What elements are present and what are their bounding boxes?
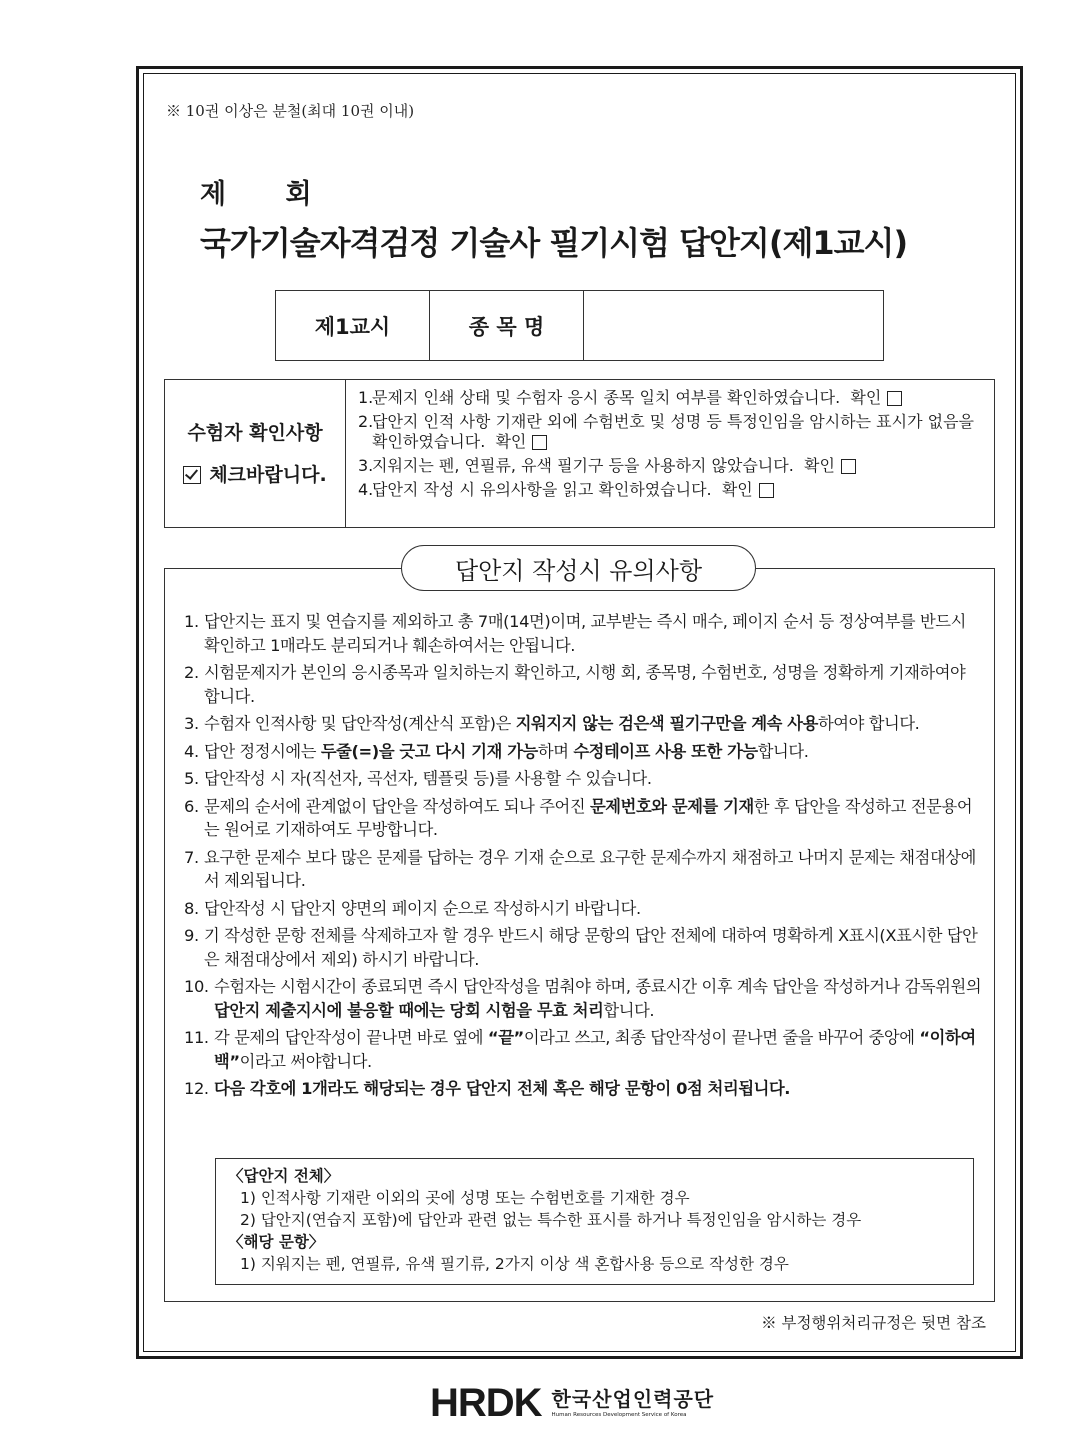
- logo-mark: HRDK: [430, 1381, 542, 1425]
- confirm-item-text: 답안지 인적 사항 기재란 외에 수험번호 및 성명 등 특정인임을 암시하는 표시가 없음을 확인하였습니다.: [372, 412, 974, 451]
- confirm-item-number: 2.: [358, 412, 374, 431]
- subject-value-cell[interactable]: [584, 291, 883, 360]
- note-number: 11.: [184, 1028, 209, 1047]
- note-emphasis: 다음 각호에 1개라도 해당되는 경우 답안지 전체 혹은 해당 문항이 0점 처리됩니다.: [214, 1079, 791, 1098]
- subject-label-cell: 종 목 명: [430, 291, 584, 360]
- confirm-label: 확인: [850, 388, 882, 407]
- bottom-note: ※ 부정행위처리규정은 뒷면 참조: [761, 1314, 986, 1332]
- note-number: 8.: [184, 898, 199, 918]
- confirm-label: 확인: [721, 480, 753, 499]
- note-item: [184, 740, 984, 764]
- note-text: 답안 정정시에는: [204, 741, 321, 761]
- note-number: 2.: [184, 663, 199, 682]
- note-item: [184, 610, 984, 657]
- note-text: 답안지는 표지 및 연습지를 제외하고 총 7매(14면)이며, 교부받는 즉시 매수, 페이지 순서 등 정상여부를 반드시 확인하고 1매라도 분리되거나 훼손하여서는 안됩니다.: [204, 612, 966, 655]
- logo-name-ko: 한국산업인력공단: [551, 1387, 715, 1411]
- note-emphasis: 지워지지 않는 검은색 필기구만을 계속 사용: [515, 714, 818, 733]
- confirm-item: [358, 480, 984, 500]
- penalty-whole-item: 2) 답안지(연습지 포함)에 답안과 관련 없는 특수한 표시를 하거나 특정인임을 암시하는 경우: [240, 1211, 862, 1229]
- period-cell: 제1교시: [276, 291, 430, 360]
- subject-table: [275, 290, 884, 361]
- confirm-check-text: 체크바랍니다.: [209, 463, 327, 486]
- note-item: [184, 712, 984, 736]
- note-number: 7.: [184, 847, 199, 867]
- confirm-box: [164, 379, 995, 528]
- confirm-checkbox[interactable]: [532, 435, 547, 450]
- notes-list: [184, 610, 984, 1105]
- confirm-checkbox[interactable]: [759, 483, 774, 498]
- confirm-item-number: 4.: [358, 480, 374, 499]
- note-number: 12.: [184, 1079, 209, 1098]
- note-emphasis: “끝”: [487, 1028, 524, 1047]
- confirm-item: [358, 388, 984, 408]
- hrdk-logo: [430, 1383, 714, 1423]
- note-number: 9.: [184, 926, 199, 945]
- note-item: [184, 661, 984, 708]
- note-item: [184, 1077, 984, 1101]
- note-text: 각 문제의 답안작성이 끝나면 바로 옆에: [214, 1028, 488, 1047]
- confirm-title: 수험자 확인사항: [187, 421, 323, 444]
- note-text: 한 후 답안을 작성하고 전문용어는 원어로 기재하여도 무방합니다.: [204, 796, 973, 839]
- note-number: 3.: [184, 714, 199, 733]
- note-text: 수험자 인적사항 및 답안작성(계산식 포함)은: [204, 714, 516, 733]
- logo-name-en: Human Resources Development Service of Korea: [551, 1412, 687, 1418]
- note-text: 시험문제지가 본인의 응시종목과 일치하는지 확인하고, 시행 회, 종목명, 수험번호, 성명을 정확하게 기재하여야 합니다.: [204, 663, 966, 706]
- note-item: [184, 795, 984, 842]
- note-text: 답안작성 시 자(직선자, 곡선자, 템플릿 등)를 사용할 수 있습니다.: [204, 769, 652, 788]
- confirm-label: 확인: [803, 456, 835, 475]
- note-item: [184, 846, 984, 893]
- confirm-checkbox[interactable]: [841, 459, 856, 474]
- confirm-item-number: 3.: [358, 456, 374, 475]
- note-text: 이라고 쓰고, 최종 답안작성이 끝나면 줄을 바꾸어 중앙에: [523, 1028, 920, 1047]
- note-item: [184, 897, 984, 921]
- note-number: 10.: [184, 977, 209, 996]
- confirm-check-line: [183, 454, 326, 496]
- note-text: 요구한 문제수 보다 많은 문제를 답하는 경우 기재 순으로 요구한 문제수까지 채점하고 나머지 문제는 채점대상에서 제외됩니다.: [204, 847, 976, 890]
- confirm-item-number: 1.: [358, 388, 374, 407]
- note-item: [184, 924, 984, 971]
- penalty-whole-heading: 〈답안지 전체〉: [228, 1167, 340, 1185]
- note-emphasis: 수정테이프 사용 또한 가능: [573, 741, 758, 761]
- note-text: 수험자는 시험시간이 종료되면 즉시 답안작성을 멈춰야 하며, 종료시간 이후 계속 답안을 작성하거나 감독위원의: [214, 977, 982, 996]
- note-emphasis: 두줄(=)을 긋고 다시 기재 가능: [320, 741, 538, 761]
- confirm-item-text: 문제지 인쇄 상태 및 수험자 응시 종목 일치 여부를 확인하였습니다.: [372, 388, 841, 407]
- note-number: 6.: [184, 796, 199, 816]
- confirm-label: 확인: [495, 432, 527, 451]
- confirm-items: [346, 380, 994, 527]
- session-line: 제 회: [200, 179, 312, 210]
- note-text: 기 작성한 문항 전체를 삭제하고자 할 경우 반드시 해당 문항의 답안 전체에 대하여 명확하게 X표시(X표시한 답안은 채점대상에서 제외) 하시기 바랍니다.: [204, 926, 978, 969]
- top-note: ※ 10권 이상은 분철(최대 10권 이내): [166, 102, 415, 120]
- confirm-item-text: 지워지는 펜, 연필류, 유색 필기구 등을 사용하지 않았습니다.: [372, 456, 794, 475]
- note-item: [184, 975, 984, 1022]
- note-text: 이라고 써야합니다.: [239, 1051, 372, 1071]
- confirm-heading: [165, 380, 346, 527]
- confirm-item-text: 답안지 작성 시 유의사항을 읽고 확인하였습니다.: [372, 480, 712, 499]
- note-text: 문제의 순서에 관계없이 답안을 작성하여도 되나 주어진: [204, 796, 590, 816]
- note-emphasis: “이하여백”: [214, 1028, 976, 1071]
- note-item: [184, 767, 984, 791]
- confirm-item: [358, 456, 984, 476]
- checked-box-icon: [183, 466, 201, 484]
- note-emphasis: 문제번호와 문제를 기재: [589, 796, 754, 816]
- penalty-item-heading: 〈해당 문항〉: [228, 1233, 325, 1251]
- note-text: 답안작성 시 답안지 양면의 페이지 순으로 작성하시기 바랍니다.: [204, 898, 641, 918]
- confirm-checkbox[interactable]: [887, 391, 902, 406]
- penalty-whole-item: 1) 인적사항 기재란 이외의 곳에 성명 또는 수험번호를 기재한 경우: [240, 1189, 690, 1207]
- page-title: 국가기술자격검정 기술사 필기시험 답안지(제1교시): [200, 224, 908, 262]
- penalty-box: [215, 1158, 974, 1285]
- note-text: 하며: [537, 741, 574, 761]
- notes-title: 답안지 작성시 유의사항: [401, 545, 756, 591]
- note-item: [184, 1026, 984, 1073]
- note-number: 1.: [184, 612, 199, 631]
- penalty-item-item: 1) 지워지는 펜, 연필류, 유색 필기류, 2가지 이상 색 혼합사용 등으로 작성한 경우: [240, 1255, 789, 1273]
- note-text: 합니다.: [603, 1000, 655, 1020]
- note-number: 5.: [184, 769, 199, 788]
- note-text: 하여야 합니다.: [817, 714, 920, 733]
- note-emphasis: 답안지 제출지시에 불응할 때에는 당회 시험을 무효 처리: [214, 1000, 604, 1020]
- logo-text: [552, 1387, 715, 1419]
- note-text: 합니다.: [757, 741, 809, 761]
- confirm-item: [358, 412, 984, 452]
- note-number: 4.: [184, 741, 199, 761]
